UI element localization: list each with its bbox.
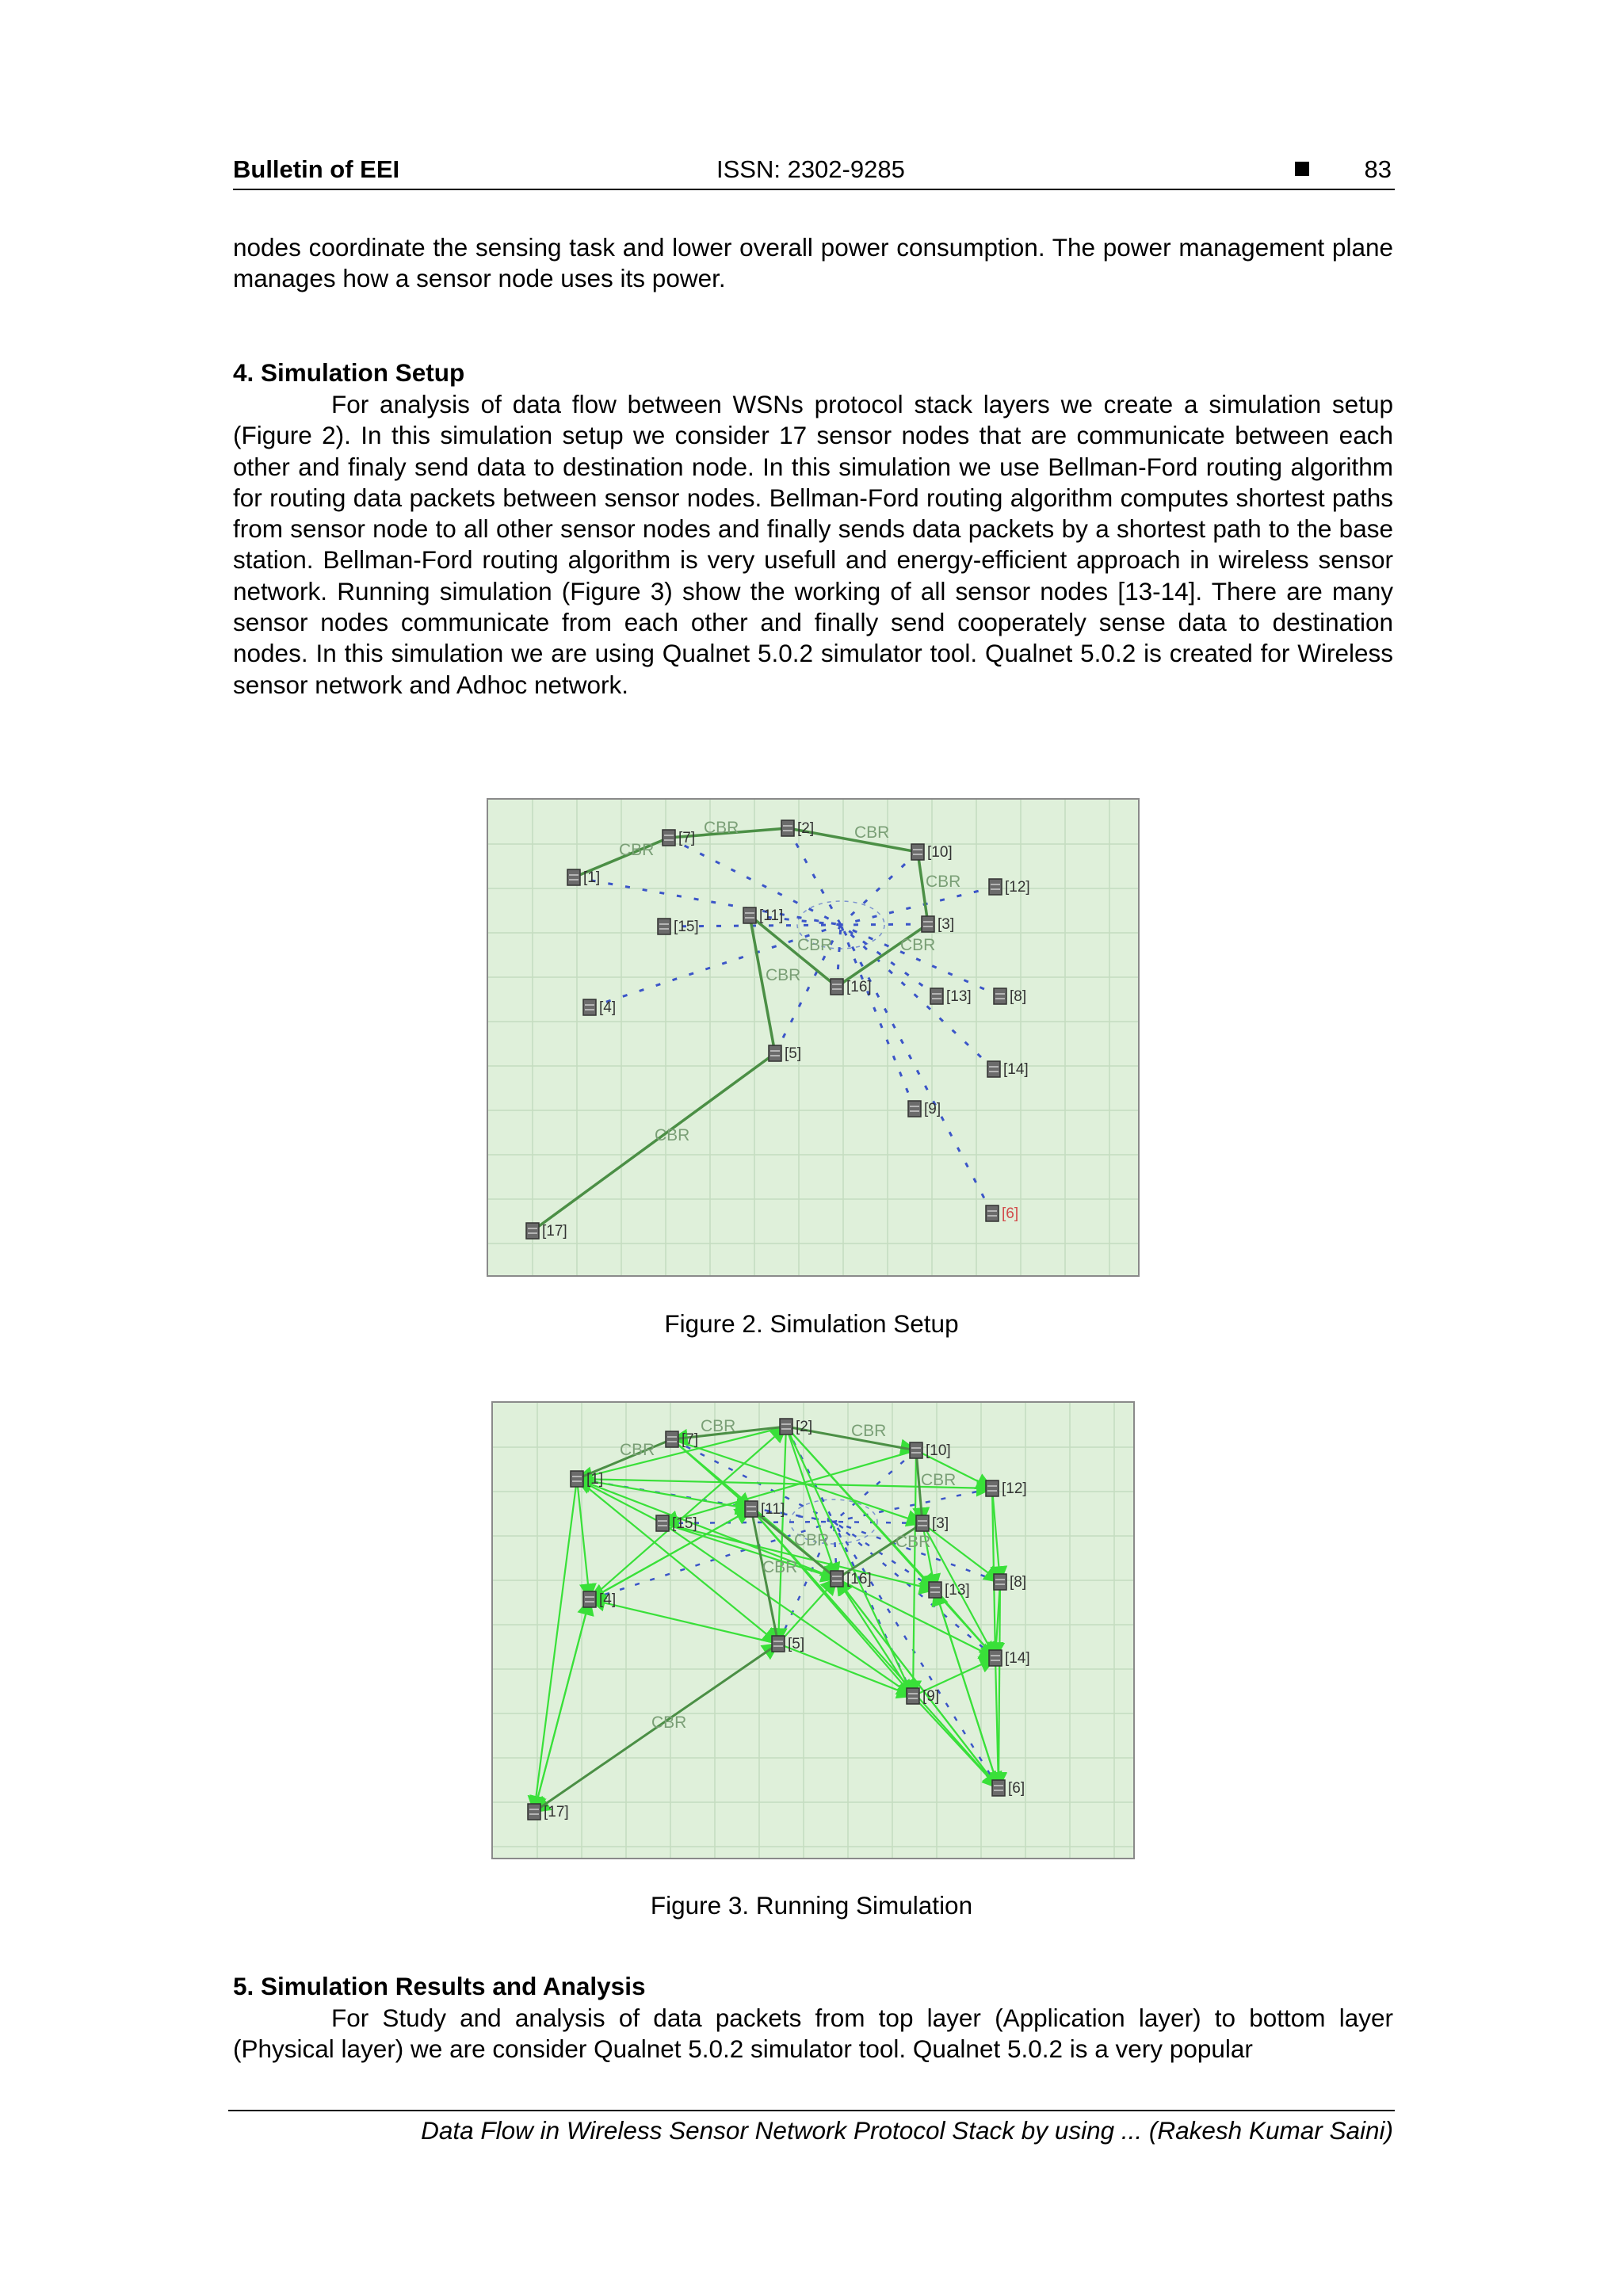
node-label: [5]: [788, 1636, 805, 1652]
node-body: [656, 1515, 669, 1531]
node-label: [8]: [1010, 988, 1027, 1005]
sensor-node-icon: [986, 1205, 1018, 1222]
figure-3-network-diagram: [493, 1403, 1133, 1858]
node-body: [583, 1591, 596, 1607]
page-footer: Data Flow in Wireless Sensor Network Protocol Stack by using ... (Rakesh Kumar Saini): [421, 2116, 1393, 2145]
node-body: [658, 919, 670, 934]
node-label: [12]: [1002, 1480, 1027, 1497]
cbr-label: CBR: [851, 1422, 887, 1440]
node-label: [13]: [946, 988, 972, 1005]
node-label: [10]: [927, 844, 953, 861]
sensor-node-icon: [567, 869, 600, 886]
dashed-link: [788, 828, 841, 925]
sensor-node-icon: [583, 1591, 616, 1608]
sensor-node-icon: [989, 1650, 1030, 1667]
cbr-label: CBR: [766, 966, 801, 984]
node-label: [9]: [922, 1688, 940, 1705]
node-label: [15]: [672, 1515, 697, 1532]
cbr-label: CBR: [704, 819, 739, 837]
cbr-label: CBR: [900, 936, 936, 954]
node-body: [831, 979, 843, 995]
node-label: [14]: [1003, 1061, 1029, 1078]
node-body: [986, 1480, 999, 1496]
node-label: [2]: [796, 1419, 813, 1435]
sensor-node-icon: [781, 820, 814, 837]
data-flow-arrow: [995, 1658, 999, 1788]
node-body: [929, 1582, 941, 1598]
node-label: [11]: [761, 1501, 785, 1518]
intro-paragraph: nodes coordinate the sensing task and lower overall power consumption. The power management plane manages how a sensor node uses its power.: [233, 233, 1393, 293]
sensor-node-icon: [583, 999, 616, 1016]
dashed-link: [841, 887, 995, 925]
node-label: [7]: [678, 830, 696, 846]
node-body: [780, 1419, 792, 1435]
sensor-node-icon: [780, 1419, 812, 1435]
node-label: [7]: [682, 1431, 699, 1448]
sensor-node-icon: [994, 988, 1026, 1005]
node-label: [17]: [542, 1223, 567, 1240]
sensor-node-icon: [929, 1582, 970, 1599]
cbr-label: CBR: [619, 841, 655, 859]
node-body: [743, 907, 756, 923]
node-label: [4]: [599, 1591, 617, 1608]
node-label: [16]: [846, 1571, 872, 1587]
sensor-node-icon: [911, 844, 953, 861]
figure-2-simulation-setup: [487, 798, 1140, 1277]
node-body: [994, 988, 1006, 1004]
node-body: [989, 1650, 1002, 1666]
section-5-heading: 5. Simulation Results and Analysis: [233, 1972, 646, 2000]
sensor-node-icon: [656, 1515, 697, 1532]
cbr-label: CBR: [794, 1531, 830, 1549]
section-5-paragraph: For Study and analysis of data packets from top layer (Application layer) to bottom layer (Physical layer) we are consider Qualnet 5.0.2 simulator tool. Qualnet 5.0.2 is a very popular: [233, 2004, 1393, 2064]
cbr-link: [533, 1053, 775, 1231]
figure-2-network-diagram: [488, 800, 1138, 1275]
sensor-node-icon: [658, 919, 699, 935]
node-label: [12]: [1005, 879, 1030, 896]
cbr-label: CBR: [854, 823, 890, 842]
sensor-node-icon: [831, 1571, 872, 1587]
cbr-label: CBR: [651, 1713, 687, 1732]
node-label: [9]: [924, 1101, 941, 1117]
node-body: [911, 844, 924, 860]
sensor-node-icon: [907, 1688, 939, 1705]
cbr-label: CBR: [655, 1126, 690, 1144]
node-body: [994, 1574, 1006, 1590]
dashed-link: [574, 877, 841, 925]
section-4-heading: 4. Simulation Setup: [233, 358, 465, 387]
sensor-node-icon: [994, 1574, 1026, 1591]
figure-3-running-simulation: [491, 1401, 1135, 1859]
data-flow-arrow: [534, 1479, 577, 1812]
node-label: [10]: [926, 1442, 951, 1459]
footer-rule: [228, 2110, 1395, 2111]
data-flow-arrow: [837, 1579, 999, 1788]
sensor-node-icon: [916, 1515, 949, 1532]
node-body: [666, 1431, 678, 1447]
node-label: [2]: [797, 820, 815, 837]
cbr-link: [751, 1509, 778, 1644]
node-body: [986, 1205, 999, 1221]
page-number: 83: [1364, 155, 1392, 183]
figure-2-caption: Figure 2. Simulation Setup: [664, 1309, 959, 1338]
node-body: [571, 1471, 583, 1487]
node-body: [987, 1061, 1000, 1077]
sensor-node-icon: [528, 1804, 569, 1820]
sensor-node-icon: [663, 830, 695, 846]
node-body: [916, 1515, 929, 1531]
node-body: [769, 1045, 781, 1061]
data-flow-arrow: [577, 1479, 590, 1599]
node-body: [992, 1780, 1005, 1796]
issn: ISSN: 2302-9285: [716, 155, 905, 183]
square-bullet-icon: [1295, 162, 1309, 176]
node-body: [907, 1688, 919, 1704]
node-label: [15]: [674, 919, 699, 935]
data-flow-arrow: [778, 1579, 837, 1644]
cbr-link: [750, 915, 775, 1053]
sensor-node-icon: [769, 1045, 801, 1062]
sensor-node-icon: [772, 1636, 804, 1652]
node-body: [908, 1101, 921, 1117]
node-label: [17]: [544, 1804, 569, 1820]
data-flow-arrow: [577, 1479, 837, 1579]
sensor-node-icon: [571, 1471, 603, 1488]
node-body: [781, 820, 794, 836]
figure-3-caption: Figure 3. Running Simulation: [650, 1891, 973, 1920]
node-body: [930, 988, 943, 1004]
node-label: [14]: [1005, 1650, 1030, 1667]
node-body: [910, 1442, 922, 1458]
sensor-node-icon: [989, 879, 1030, 896]
cbr-label: CBR: [896, 1533, 931, 1551]
sensor-node-icon: [930, 988, 972, 1005]
sensor-node-icon: [908, 1101, 941, 1117]
cbr-label: CBR: [620, 1441, 655, 1459]
cbr-label: CBR: [797, 936, 833, 954]
cbr-label: CBR: [926, 873, 961, 891]
node-label: [1]: [583, 869, 601, 886]
node-body: [772, 1636, 785, 1652]
sensor-node-icon: [745, 1501, 785, 1518]
cbr-label: CBR: [701, 1417, 736, 1435]
node-label: [8]: [1010, 1574, 1027, 1591]
node-body: [583, 999, 596, 1015]
node-label: [13]: [945, 1582, 970, 1599]
node-body: [745, 1501, 758, 1517]
node-body: [831, 1571, 843, 1587]
data-flow-arrow: [922, 1523, 1000, 1582]
dashed-link: [841, 924, 928, 925]
cbr-label: CBR: [921, 1471, 957, 1489]
sensor-node-icon: [922, 916, 954, 933]
node-label: [16]: [846, 979, 872, 995]
journal-name: Bulletin of EEI: [233, 155, 400, 183]
sensor-node-icon: [987, 1061, 1029, 1078]
page-header: [233, 155, 1395, 190]
node-label: [6]: [1002, 1205, 1019, 1222]
node-label: [11]: [759, 907, 784, 924]
node-label: [3]: [932, 1515, 949, 1532]
sensor-node-icon: [910, 1442, 951, 1459]
data-flow-arrow: [663, 1450, 916, 1523]
node-label: [3]: [938, 916, 955, 933]
node-label: [5]: [785, 1045, 802, 1062]
sensor-node-icon: [743, 907, 783, 924]
node-body: [528, 1804, 540, 1820]
node-body: [567, 869, 580, 885]
section-4-paragraph: For analysis of data flow between WSNs protocol stack layers we create a simulation setup (Figure 2). In this simulation setup we consider 17 sensor nodes that are communicate between each other and finaly send data to destination node. In this simulation we use Bellman-Ford routing algorithm for routing data packets between sensor nodes. Bellman-Ford routing algorithm computes shortest paths from sensor node to all other sensor nodes and finally sends data packets by a shortest path to the base station. Bellman-Ford routing algorithm is very usefull and energy-efficient approach in wireless sensor network. Running simulation (Figure 3) show the working of all sensor nodes [13-14]. There are many sensor nodes communicate from each other and finally send cooperately sense data to destination nodes. In this simulation we are using Qualnet 5.0.2 simulator tool. Qualnet 5.0.2 is created for Wireless sensor network and Adhoc network.: [233, 390, 1393, 699]
node-body: [922, 916, 934, 932]
sensor-node-icon: [992, 1780, 1025, 1797]
node-body: [663, 830, 675, 846]
cbr-label: CBR: [762, 1558, 798, 1576]
data-flow-arrow: [935, 1590, 995, 1658]
sensor-node-icon: [986, 1480, 1027, 1497]
data-flow-arrow: [837, 1579, 995, 1658]
sensor-node-icon: [666, 1431, 698, 1448]
node-label: [4]: [599, 999, 617, 1016]
node-label: [6]: [1008, 1780, 1025, 1797]
node-body: [989, 879, 1002, 895]
sensor-node-icon: [526, 1223, 567, 1240]
node-label: [1]: [586, 1471, 604, 1488]
sensor-node-icon: [831, 979, 872, 995]
node-body: [526, 1223, 539, 1239]
dashed-link: [834, 1522, 922, 1523]
